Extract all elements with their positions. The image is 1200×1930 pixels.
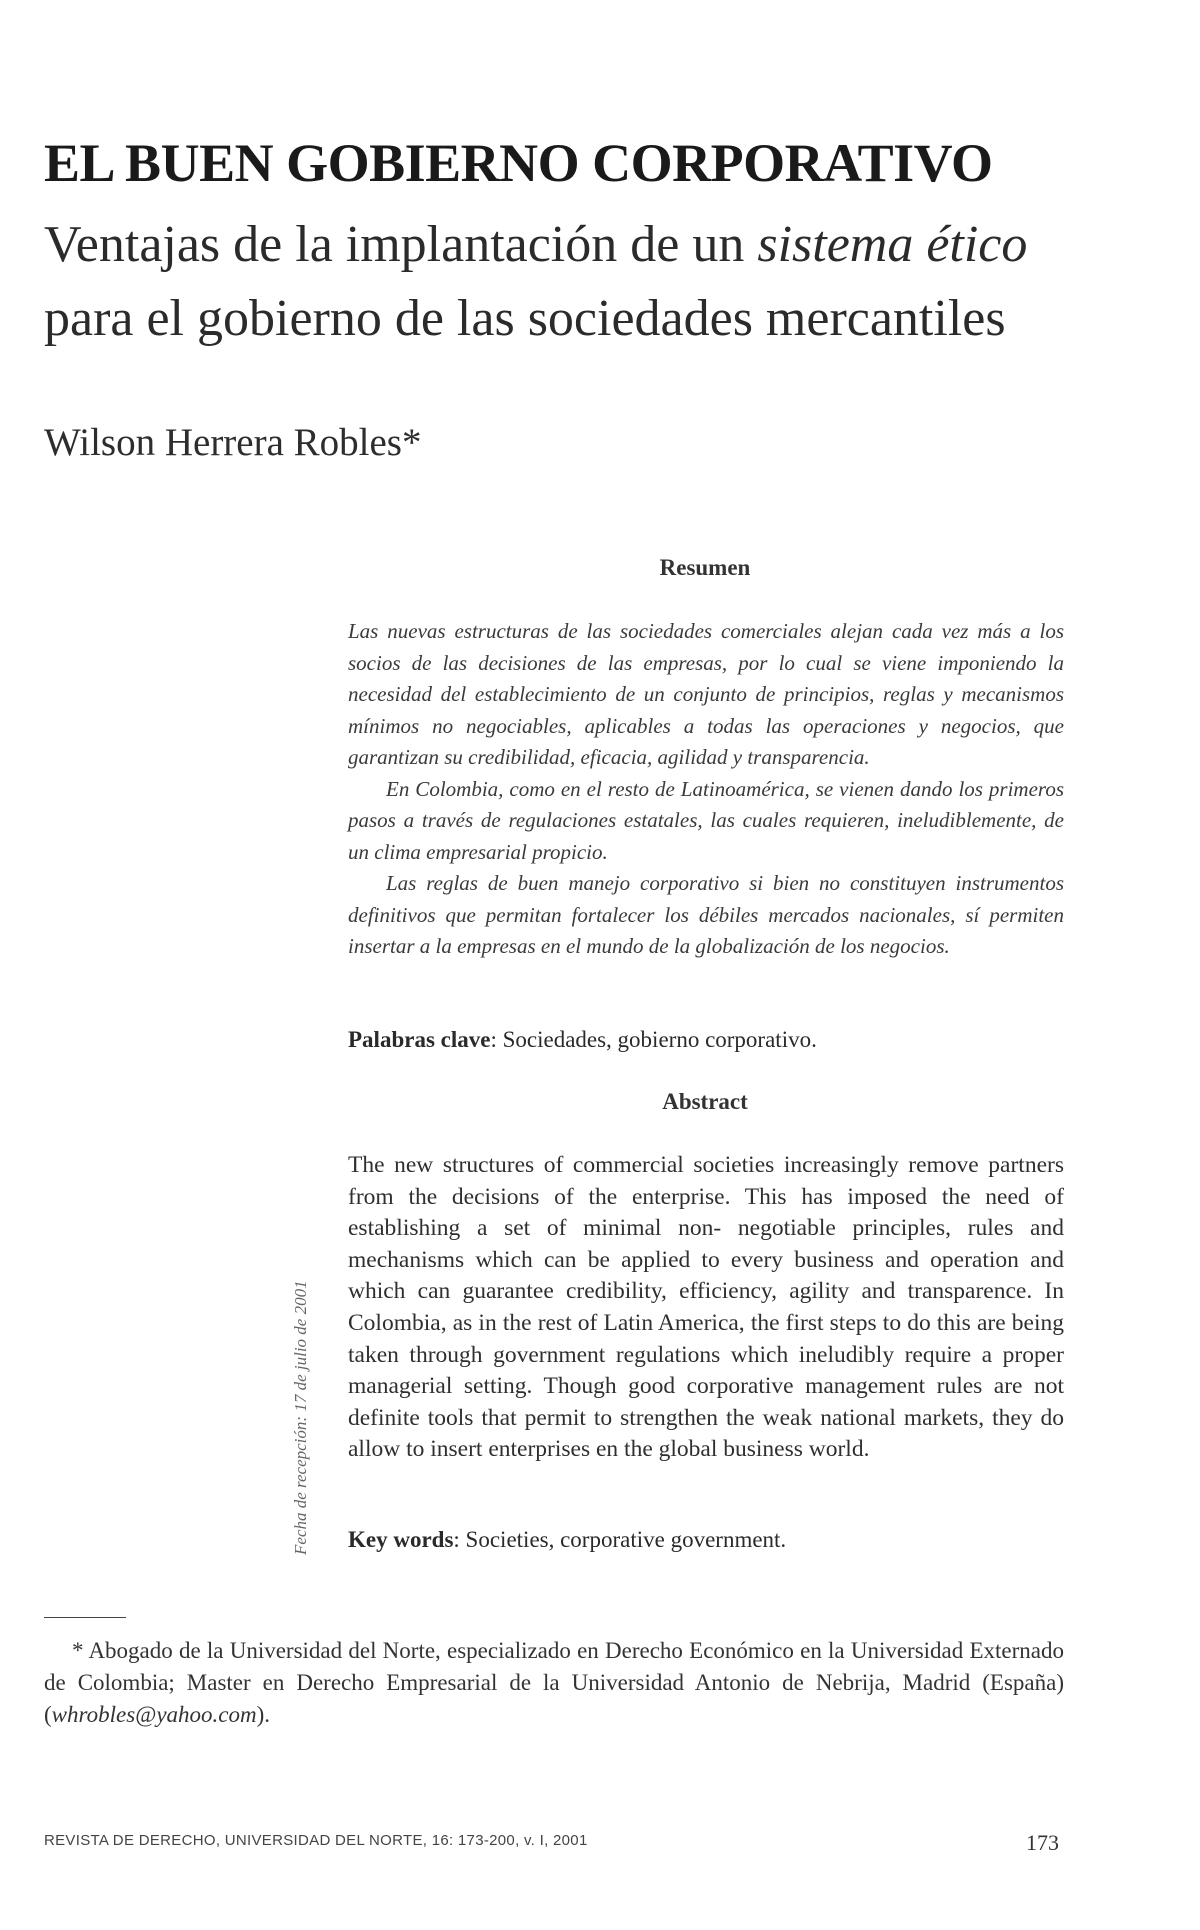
resumen-heading: Resumen xyxy=(659,555,751,580)
abstract-keywords-label: Key words xyxy=(348,1527,454,1552)
resumen-paragraph-3: Las reglas de buen manejo corporativo si bien no constituyen instrumentos definitivos que permitan fortalecer los débiles mercados nacionales, sí permiten insertar a la empresas en el mundo de la globalización de los negocios. xyxy=(348,871,1064,958)
running-footer: REVISTA DE DERECHO, UNIVERSIDAD DEL NORTE, 16: 173-200, v. I, 2001 xyxy=(44,1832,588,1849)
subtitle-part-1: Ventajas de la implantación de un xyxy=(44,216,758,273)
resumen-paragraph-2: En Colombia, como en el resto de Latinoamérica, se vienen dando los primeros pasos a través de regulaciones estatales, las cuales requieren, ineludiblemente, de un clima empresarial propicio. xyxy=(348,776,1064,864)
resumen-keywords-values: : Sociedades, gobierno corporativo. xyxy=(490,1027,817,1052)
abstract-keywords-values: : Societies, corporative government. xyxy=(453,1527,787,1552)
abstract-keywords xyxy=(348,1527,1064,1553)
resumen-paragraph-1: Las nuevas estructuras de las sociedades comerciales alejan cada vez más a los socios de las decisiones de las empresas, por lo cual se viene imponiendo la necesidad del establecimiento de un conjunto de principios, reglas y mecanismos mínimos no negociables, aplicables a todas las operaciones y negocios, que garantizan su credibilidad, eficacia, agilidad y transparencia. xyxy=(348,619,1064,769)
footnote-text: Abogado de la Universidad del Norte, especializado en Derecho Económico en la Universidad Externado de Colombia; Master en Derecho Empresarial de la Universidad Antonio de Nebrija, Madrid (España) ( xyxy=(44,1638,1064,1727)
article-title: EL BUEN GOBIERNO CORPORATIVO xyxy=(44,133,993,193)
subtitle-emphasis: sistema ético xyxy=(757,216,1028,273)
resumen-keywords xyxy=(348,1027,1064,1053)
author-email: whrobles@yahoo.com xyxy=(51,1702,257,1727)
resumen-keywords-label: Palabras clave xyxy=(348,1027,491,1052)
abstract-body: The new structures of commercial societies increasingly remove partners from the decisions of the enterprise. This has imposed the need of establishing a set of minimal non- negotiable principles, rules and mechanisms which can be applied to every business and operation and which can guarantee credibility, efficiency, agility and transparence. In Colombia, as in the rest of Latin America, the first steps to do this are being taken through government regulations which ineludibly require a proper managerial setting. Though good corporative management rules are not definite tools that permit to strengthen the weak national markets, they do allow to insert enterprises en the global business world. xyxy=(348,1152,1064,1463)
author-name: Wilson Herrera Robles* xyxy=(44,421,422,464)
resumen-body xyxy=(348,616,1064,963)
author-footnote xyxy=(44,1635,1064,1731)
footnote-end: ). xyxy=(256,1702,271,1727)
footnote-rule xyxy=(44,1617,126,1618)
abstract-heading: Abstract xyxy=(662,1089,748,1114)
reception-date-note: Fecha de recepción: 17 de julio de 2001 xyxy=(291,1280,310,1555)
footnote-mark: * xyxy=(72,1638,84,1663)
subtitle-part-2: para el gobierno de las sociedades mercantiles xyxy=(44,290,1006,347)
article-subtitle xyxy=(44,208,1094,356)
page-number: 173 xyxy=(1026,1830,1059,1855)
